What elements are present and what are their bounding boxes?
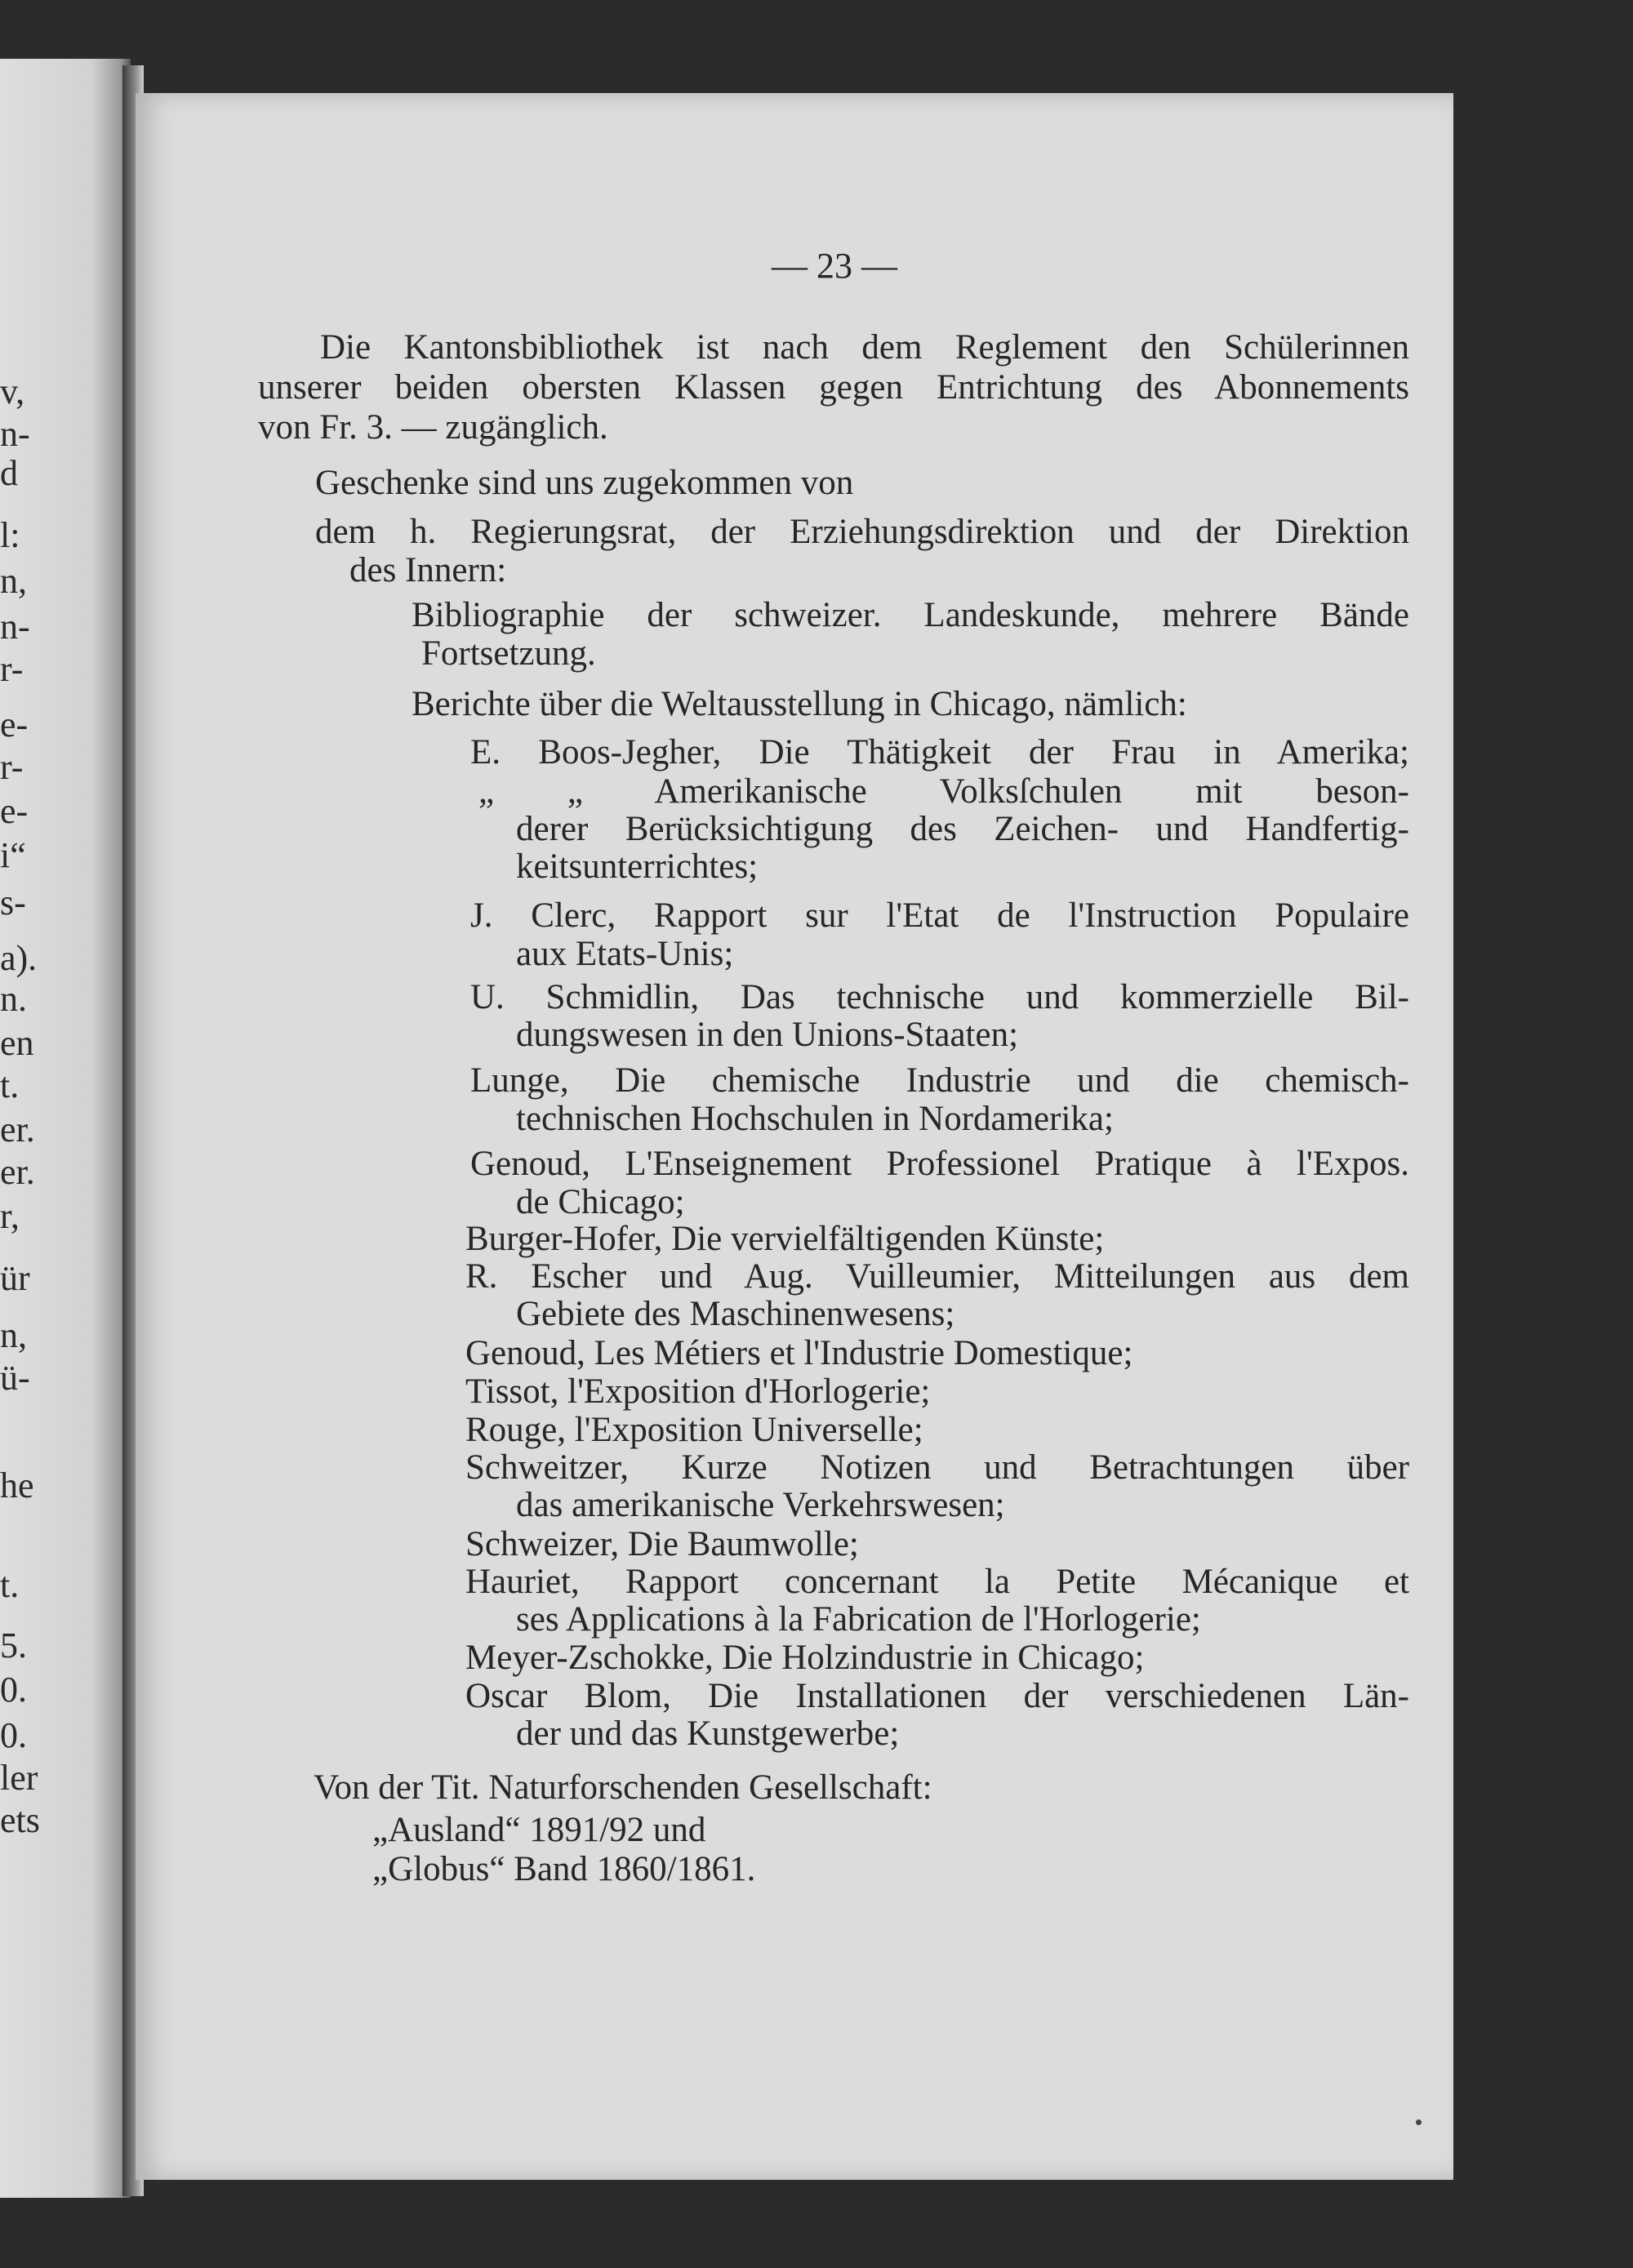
- text-line: E. Boos-Jegher, Die Thätigkeit der Frau in Amerika;: [470, 733, 1409, 772]
- text-line: des Innern:: [349, 551, 507, 589]
- facing-page-fragment: n-: [0, 607, 30, 647]
- facing-page-fragment: 0.: [0, 1670, 27, 1710]
- text-line: der und das Kunstgewerbe;: [516, 1714, 900, 1753]
- text-line: aux Etats-Unis;: [516, 935, 734, 973]
- facing-page-fragment: 5.: [0, 1625, 27, 1665]
- facing-page-fragment: n,: [0, 1315, 27, 1355]
- left-page-edge: [0, 59, 131, 2198]
- facing-page-fragment: er.: [0, 1152, 35, 1192]
- facing-page-fragment: n.: [0, 979, 27, 1019]
- text-line: Burger-Hofer, Die vervielfältigenden Künste;: [465, 1220, 1105, 1258]
- facing-page-fragment: e-: [0, 791, 29, 831]
- text-line: ses Applications à la Fabrication de l'Horlogerie;: [516, 1600, 1201, 1639]
- text-line: J. Clerc, Rapport sur l'Etat de l'Instruction Populaire: [470, 896, 1409, 935]
- text-line: das amerikanische Verkehrswesen;: [516, 1486, 1005, 1524]
- page: [136, 93, 1453, 2180]
- text-line: dem h. Regierungsrat, der Erziehungsdirektion und der Direktion: [315, 513, 1409, 551]
- text-line: Oscar Blom, Die Installationen der verschiedenen Län-: [465, 1677, 1409, 1715]
- facing-page-fragment: r-: [0, 747, 24, 787]
- facing-page-fragment: n,: [0, 561, 27, 601]
- text-line: Die Kantonsbibliothek ist nach dem Reglement den Schülerinnen: [320, 328, 1409, 367]
- facing-page-fragment: r-: [0, 649, 24, 689]
- text-line: „ „ Amerikanische Volksſchulen mit beson-: [478, 772, 1409, 811]
- facing-page-fragment: ür: [0, 1258, 30, 1298]
- text-line: derer Berücksichtigung des Zeichen- und Handfertig-: [516, 810, 1409, 848]
- facing-page-fragment: e-: [0, 705, 29, 745]
- text-line: Schweitzer, Kurze Notizen und Betrachtungen über: [465, 1448, 1409, 1487]
- facing-page-fragment: er.: [0, 1110, 35, 1150]
- facing-page-fragment: en: [0, 1023, 34, 1063]
- text-line: „Ausland“ 1891/92 und: [372, 1811, 706, 1849]
- page-number: — 23 —: [772, 246, 897, 286]
- facing-page-fragment: n-: [0, 414, 30, 454]
- text-line: Hauriet, Rapport concernant la Petite Mécanique et: [465, 1563, 1409, 1601]
- text-line: dungswesen in den Unions-Staaten;: [516, 1016, 1019, 1054]
- text-line: Tissot, l'Exposition d'Horlogerie;: [465, 1372, 931, 1411]
- text-line: Von der Tit. Naturforschenden Gesellschaft:: [314, 1768, 932, 1807]
- facing-page-fragment: s-: [0, 883, 26, 923]
- speck: [1416, 2119, 1422, 2125]
- text-line: Gebiete des Maschinenwesens;: [516, 1295, 955, 1333]
- text-line: „Globus“ Band 1860/1861.: [372, 1850, 756, 1888]
- text-line: Fortsetzung.: [421, 634, 596, 673]
- facing-page-fragment: ets: [0, 1800, 40, 1840]
- text-line: Schweizer, Die Baumwolle;: [465, 1525, 859, 1563]
- facing-page-fragment: i“: [0, 835, 26, 875]
- text-line: R. Escher und Aug. Vuilleumier, Mitteilungen aus dem: [465, 1257, 1409, 1296]
- facing-page-fragment: v,: [0, 371, 25, 411]
- text-line: Bibliographie der schweizer. Landeskunde, mehrere Bände: [412, 596, 1409, 634]
- facing-page-fragment: t.: [0, 1565, 20, 1605]
- facing-page-fragment: t.: [0, 1065, 20, 1105]
- text-line: von Fr. 3. — zugänglich.: [258, 408, 608, 447]
- text-line: U. Schmidlin, Das technische und kommerzielle Bil-: [470, 978, 1409, 1016]
- facing-page-fragment: a).: [0, 938, 38, 978]
- facing-page-fragment: r,: [0, 1196, 20, 1236]
- text-line: Rouge, l'Exposition Universelle;: [465, 1411, 923, 1449]
- facing-page-fragment: 0.: [0, 1715, 27, 1755]
- text-line: de Chicago;: [516, 1183, 685, 1221]
- facing-page-fragment: ü-: [0, 1358, 30, 1398]
- text-line: Lunge, Die chemische Industrie und die chemisch-: [470, 1061, 1409, 1100]
- text-line: Genoud, Les Métiers et l'Industrie Domestique;: [465, 1334, 1133, 1372]
- text-line: Geschenke sind uns zugekommen von: [315, 464, 854, 502]
- text-line: Meyer-Zschokke, Die Holzindustrie in Chicago;: [465, 1639, 1145, 1677]
- facing-page-fragment: l:: [0, 515, 20, 555]
- text-line: Genoud, L'Enseignement Professionel Pratique à l'Expos.: [470, 1145, 1409, 1183]
- text-line: keitsunterrichtes;: [516, 847, 759, 886]
- text-line: Berichte über die Weltausstellung in Chicago, nämlich:: [412, 685, 1187, 723]
- facing-page-fragment: d: [0, 453, 18, 493]
- facing-page-fragment: ler: [0, 1758, 38, 1798]
- text-line: technischen Hochschulen in Nordamerika;: [516, 1100, 1114, 1138]
- facing-page-fragment: he: [0, 1465, 34, 1505]
- text-line: unserer beiden obersten Klassen gegen Entrichtung des Abonnements: [258, 368, 1409, 407]
